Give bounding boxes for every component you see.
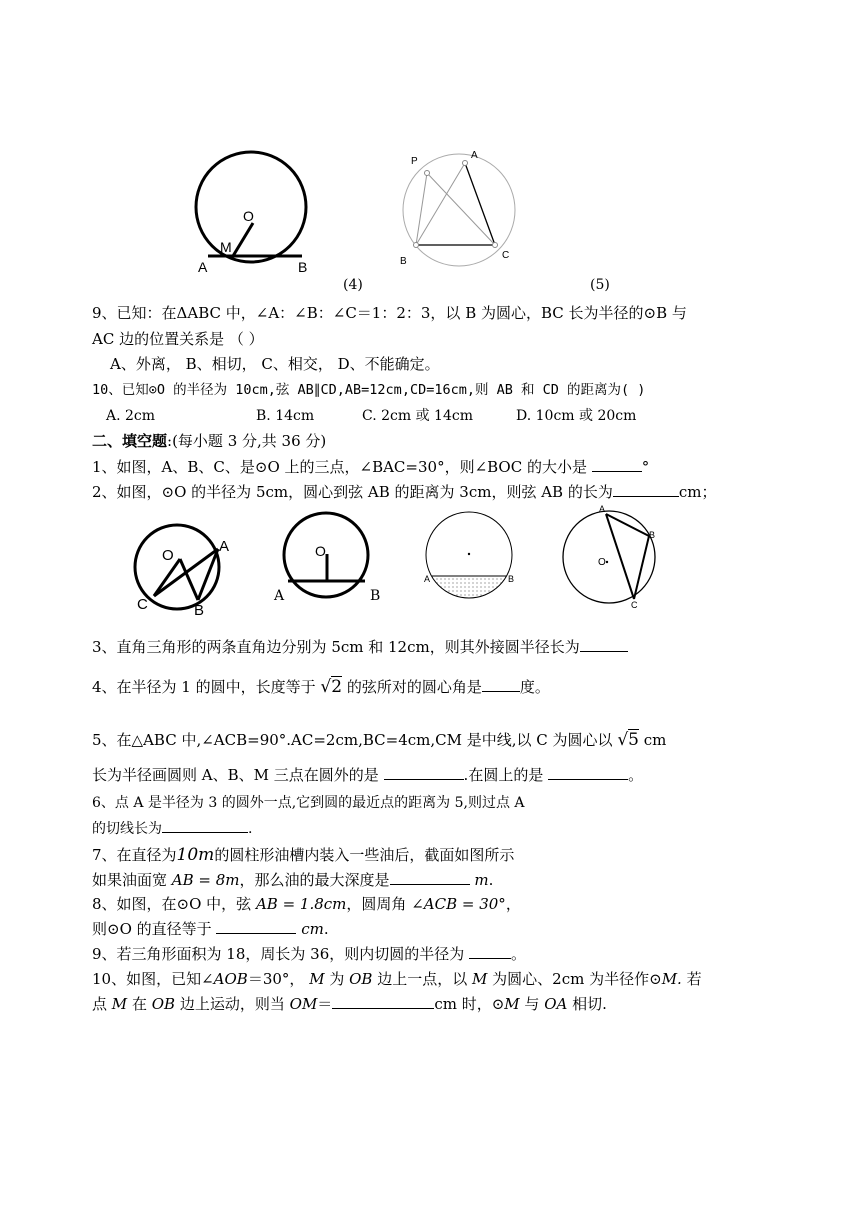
answer-blank[interactable] (469, 944, 511, 959)
label-a: A (274, 588, 285, 604)
fill-q1-text: 1、如图，A、B、C、是⊙O 上的三点，∠BAC=30°，则∠BOC 的大小是 (92, 458, 587, 476)
fill-q8-line1 (92, 894, 521, 914)
section-note: :(每小题 3 分,共 36 分) (167, 432, 327, 450)
fill-q6-line2 (92, 818, 252, 839)
label-a: A (424, 574, 431, 584)
fill-q10-text5: 为圆心、2cm 为半径作⊙ (492, 970, 662, 988)
math-ab-width: AB = 8m (171, 871, 240, 889)
fill-q10-text3: 为 (329, 970, 345, 988)
degree-symbol: ° (641, 458, 650, 476)
answer-blank[interactable] (332, 994, 434, 1009)
fill-q5-line1 (92, 730, 666, 750)
label-p: P (411, 156, 418, 167)
fill-q4-text2: 的弦所对的圆心角是 (346, 678, 482, 696)
answer-blank[interactable] (482, 677, 520, 692)
mc-q9-line2: AC 边的位置关系是 （ ） (92, 330, 264, 348)
unit-cm: cm (301, 920, 324, 938)
fill-q10-text7: 点 (92, 995, 108, 1013)
fill-q10-end: 相切. (572, 995, 607, 1013)
fill-q10-text4: 边上一点，以 (377, 970, 468, 988)
label-o: O (315, 543, 326, 559)
option-d: D. 10cm 或 20cm (516, 408, 637, 424)
equals-sign: ＝ (317, 995, 333, 1013)
fill-q1 (92, 457, 649, 477)
sqrt-radicand: 5 (628, 730, 639, 750)
fill-q4-text: 4、在半径为 1 的圆中，长度等于 (92, 678, 316, 696)
label-o: O (162, 547, 174, 564)
fill-q3 (92, 637, 628, 657)
fill-q7-text4: ，那么油的最大深度是 (239, 871, 390, 889)
fill-q8-text: 8、如图，在⊙O 中，弦 (92, 895, 252, 913)
point-m: M (309, 970, 325, 988)
label-a: A (471, 150, 478, 161)
answer-blank[interactable] (162, 818, 248, 833)
fill-q4-end: 度。 (519, 678, 550, 696)
sqrt-expression: √2 (320, 677, 343, 697)
circle-m: M (504, 995, 520, 1013)
label-c: C (137, 596, 148, 613)
fill-q7-text3: 如果油面宽 (92, 871, 168, 889)
sqrt-radicand: 2 (331, 677, 343, 697)
angle-aob: AOB (213, 970, 248, 988)
label-b: B (298, 259, 308, 275)
fill-q10-text9: 边上运动，则当 (179, 995, 285, 1013)
fill-q2-text: 2、如图，⊙O 的半径为 5cm，圆心到弦 AB 的距离为 3cm，则弦 AB 的长为 (92, 483, 613, 501)
section-heading (92, 431, 326, 451)
fill-q6-text: 的切线长为 (92, 821, 162, 837)
answer-blank[interactable] (613, 482, 679, 497)
mc-q10-line: 10、已知⊙O 的半径为 10cm,弦 AB∥CD,AB=12cm,CD=16cm,则 AB 和 CD 的距离为( ) (92, 382, 646, 398)
unit-cm: cm (643, 731, 667, 749)
option-c: C. 2cm 或 14cm (362, 408, 473, 424)
fill-q10-text2: ＝30°， (247, 970, 305, 988)
figure-circle-triangle-boc (128, 520, 238, 620)
fill-q7-text2: 的圆柱形油槽内装入一些油后，截面如图所示 (214, 846, 515, 864)
fill-q5-end: 。 (628, 766, 644, 784)
option-b: B. 14cm (256, 408, 315, 424)
unit-m: m (474, 871, 489, 889)
figure-4-caption: (4) (343, 277, 363, 293)
segment-oa: OA (544, 995, 568, 1013)
label-m: M (220, 239, 232, 255)
fill-q10-line1 (92, 969, 702, 989)
fill-q6-line1: 6、点 A 是半径为 3 的圆外一点,它到圆的最近点的距离为 5,则过点 A (92, 795, 525, 811)
label-a: A (198, 259, 208, 275)
fill-q4 (92, 677, 550, 697)
figure-oil-tank (420, 510, 525, 605)
label-b: B (370, 588, 381, 604)
mc-q9-line1: 9、已知：在ΔABC 中，∠A：∠B：∠C＝1：2：3，以 B 为圆心，BC 长为半径的⊙B 与 (92, 304, 687, 322)
fill-q8-text2: ，圆周角 (346, 895, 407, 913)
fill-q9-end: 。 (511, 945, 527, 963)
section-title: 二、填空题 (92, 432, 168, 450)
figure-4-circle-chord (190, 145, 320, 280)
fill-q10-text11: 与 (524, 995, 540, 1013)
fill-q6-end: . (248, 821, 253, 837)
label-b: B (400, 256, 407, 267)
fill-q10-text: 10、如图，已知∠ (92, 970, 214, 988)
sqrt-expression: √5 (617, 730, 639, 750)
point-m: M (111, 995, 128, 1013)
fill-q10-text8: 在 (131, 995, 147, 1013)
fill-q5-text3: .在圆上的是 (463, 766, 544, 784)
fill-q9-text: 9、若三角形面积为 18，周长为 36，则内切圆的半径为 (92, 945, 465, 963)
fill-q7-end: . (488, 871, 494, 889)
figure-circle-chord-distance (268, 505, 388, 605)
label-a: A (219, 538, 230, 555)
label-b: B (194, 602, 205, 619)
figure-5-inscribed-triangle (395, 145, 525, 270)
option-a: A. 2cm (106, 408, 156, 424)
answer-blank[interactable] (548, 765, 628, 780)
label-b: B (508, 574, 515, 584)
answer-blank[interactable] (592, 457, 642, 472)
mc-q9-options: A、外离， B、相切， C、相交， D、不能确定。 (110, 355, 440, 373)
fill-q9 (92, 944, 526, 964)
fill-q3-text: 3、直角三角形的两条直角边分别为 5cm 和 12cm，则其外接圆半径长为 (92, 638, 580, 656)
segment-ob: OB (349, 970, 373, 988)
label-c: C (631, 600, 638, 610)
point-m: M (472, 970, 488, 988)
fill-q8-line2 (92, 919, 329, 939)
fill-q8-comma: ， (505, 895, 521, 913)
unit-cm: cm； (678, 483, 717, 501)
segment-ob: OB (151, 995, 176, 1013)
fill-q7-line2 (92, 870, 493, 890)
figure-5-caption: (5) (590, 277, 610, 293)
fill-q7-line1 (92, 845, 514, 865)
math-inscribed-angle: ∠ACB = 30° (411, 895, 506, 913)
label-c: C (502, 250, 510, 261)
fill-q5-text2: 长为半径画圆则 A、B、M 三点在圆外的是 (92, 766, 379, 784)
fill-q10-text10: cm 时，⊙ (434, 995, 505, 1013)
math-chord-length: AB = 1.8cm (255, 895, 347, 913)
figure-inscribed-angle (555, 502, 665, 612)
fill-q10-text6: 若 (686, 970, 702, 988)
answer-blank[interactable] (390, 870, 470, 885)
label-o: O (598, 557, 606, 568)
fill-q5-text: 5、在△ABC 中,∠ACB=90°.AC=2cm,BC=4cm,CM 是中线,以 C 为圆心以 (92, 731, 613, 749)
fill-q10-line2 (92, 994, 607, 1014)
fill-q5-line2 (92, 765, 643, 785)
circle-m: M. (661, 970, 682, 988)
answer-blank[interactable] (216, 919, 296, 934)
fill-q8-end: . (323, 920, 329, 938)
label-b: B (649, 530, 656, 540)
fill-q8-text3: 则⊙O 的直径等于 (92, 920, 212, 938)
fill-q2 (92, 482, 716, 502)
label-o: O (243, 208, 254, 224)
answer-blank[interactable] (580, 637, 628, 652)
fill-q7-text: 7、在直径为 (92, 846, 177, 864)
segment-om: OM (289, 995, 318, 1013)
math-diameter: 10m (176, 845, 215, 865)
answer-blank[interactable] (384, 765, 464, 780)
label-a: A (599, 504, 606, 514)
